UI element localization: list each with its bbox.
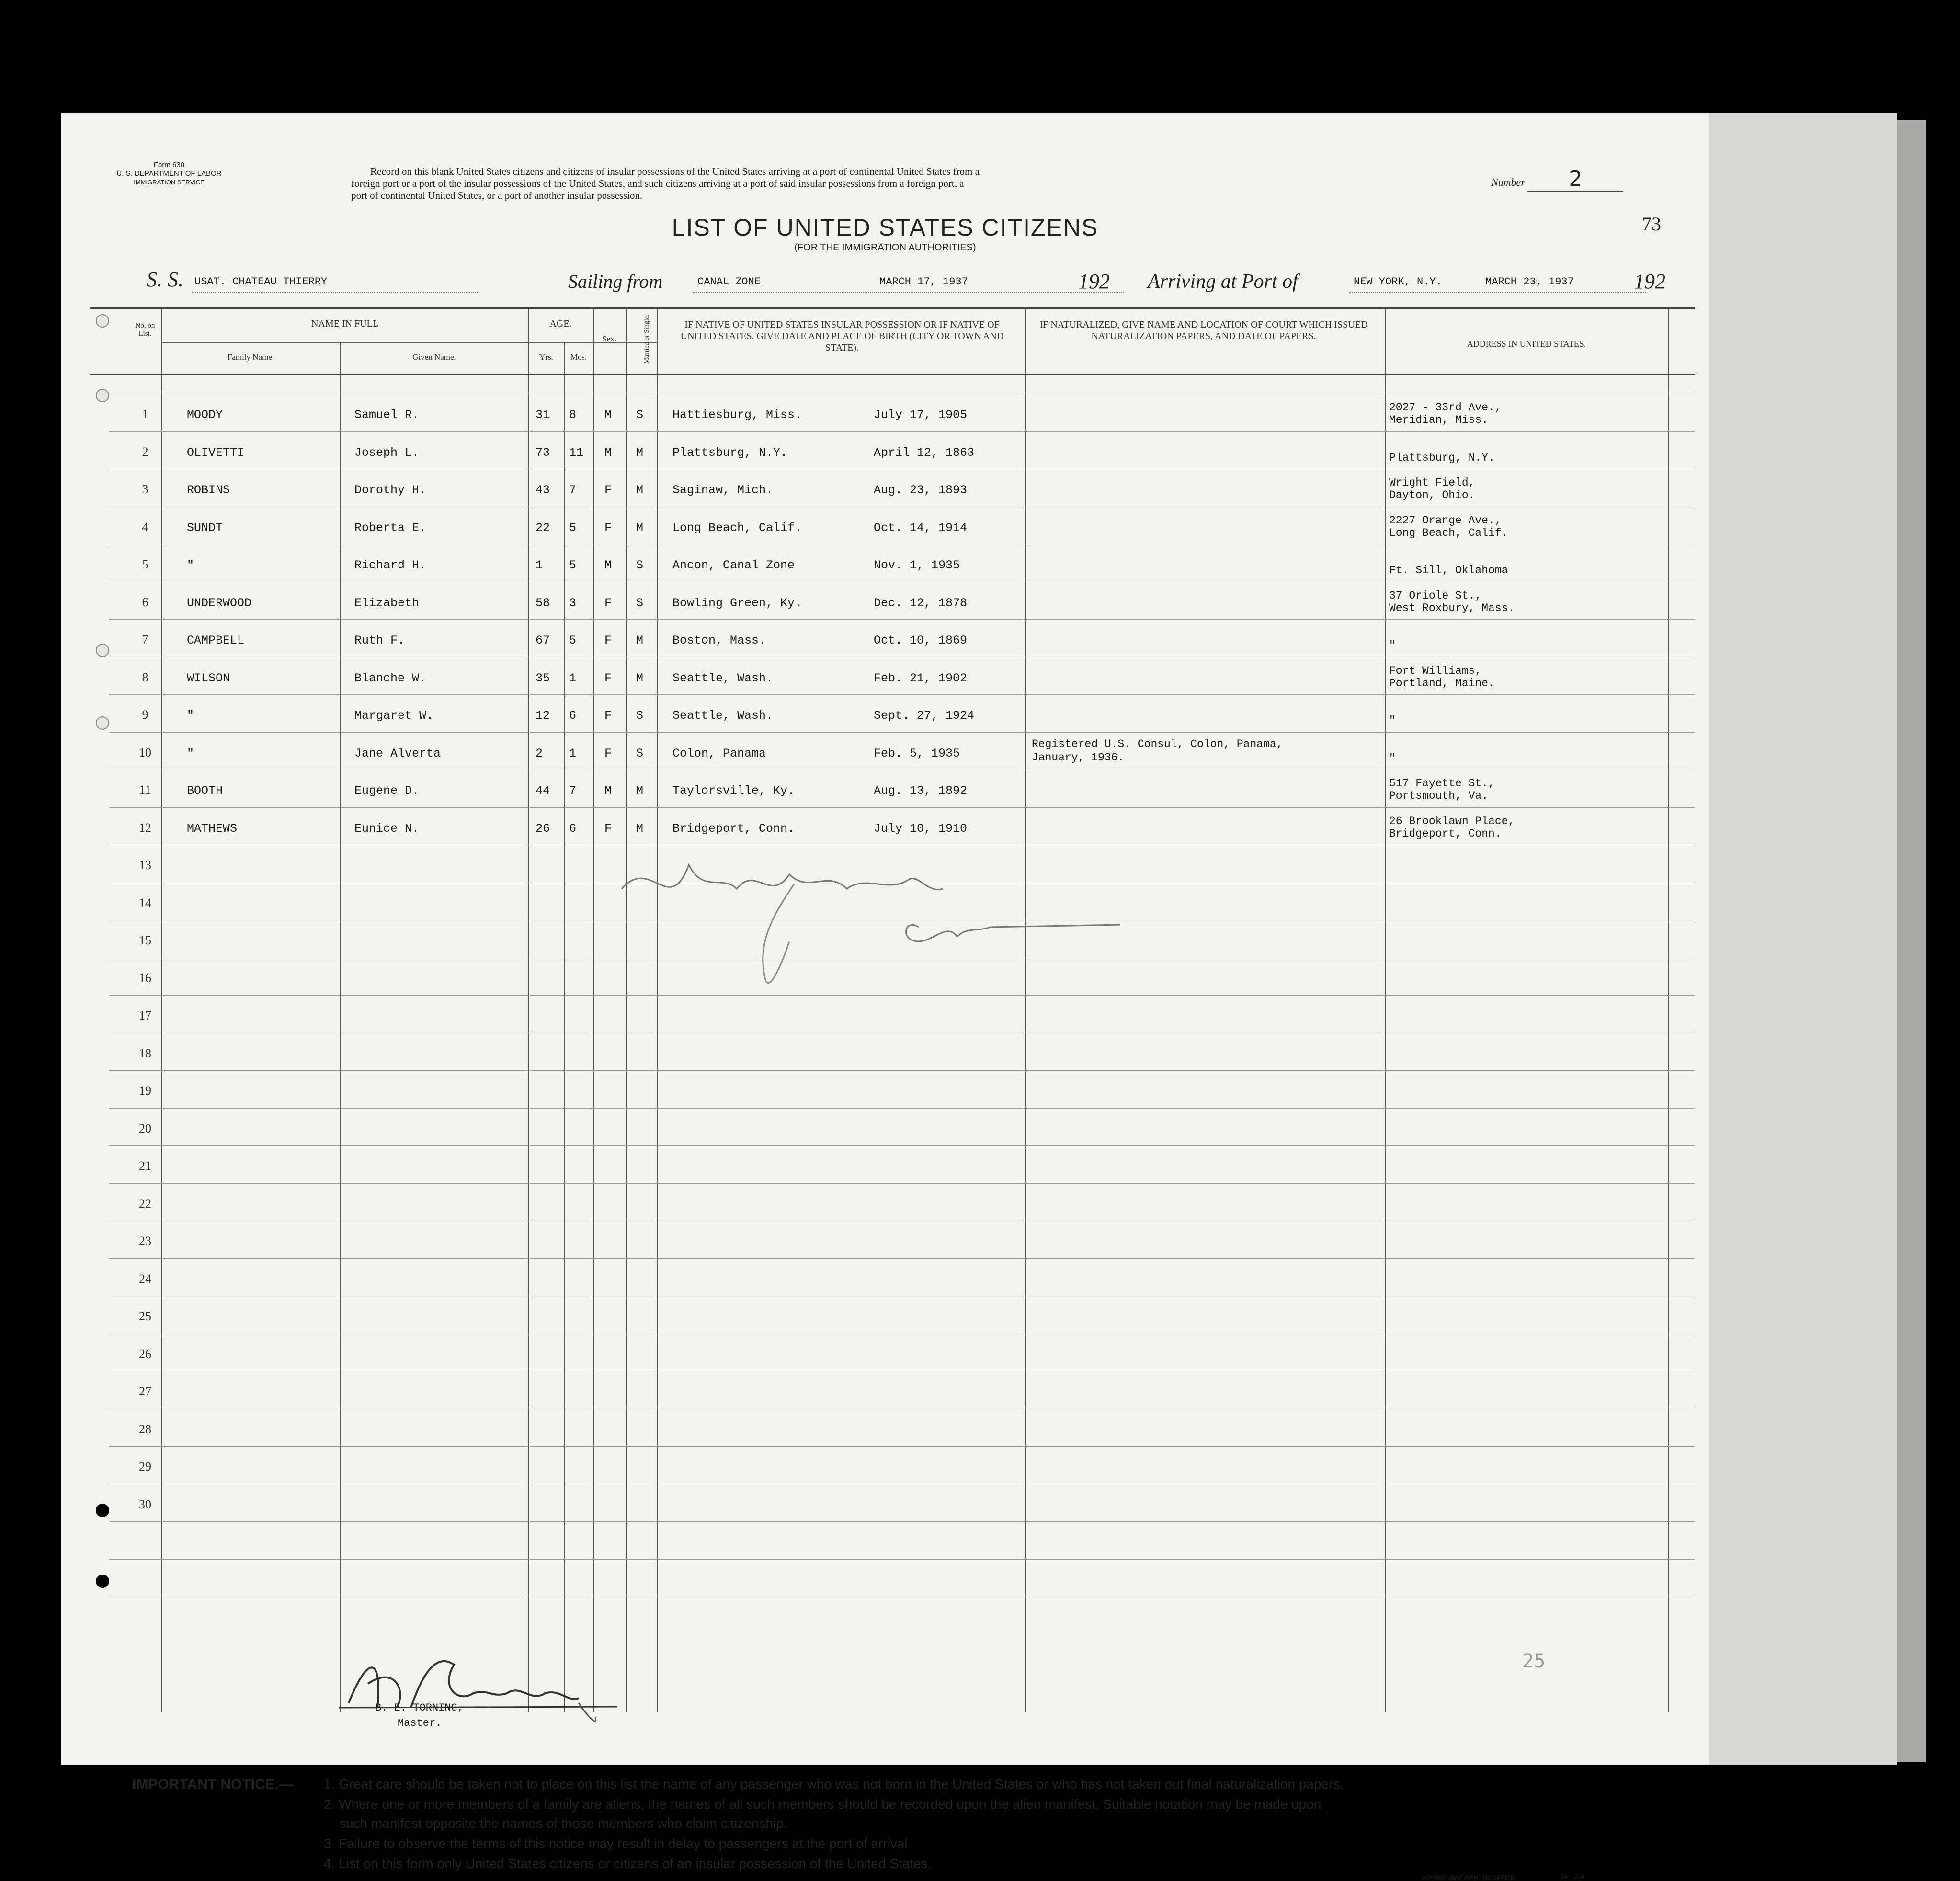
from-port: CANAL ZONE <box>697 276 761 288</box>
address-line: Meridian, Miss. <box>1389 414 1489 426</box>
sex: F <box>604 521 612 535</box>
address-line: 37 Oriole St., <box>1389 589 1482 602</box>
birth-date: Feb. 21, 1902 <box>874 671 968 685</box>
age-years: 58 <box>536 596 550 610</box>
marital-status: M <box>636 446 644 460</box>
binder-hole <box>96 644 109 657</box>
birth-date: Sept. 27, 1924 <box>874 709 975 723</box>
header-address: ADDRESS IN UNITED STATES. <box>1467 339 1586 349</box>
number-label: Number <box>1491 176 1525 188</box>
sex: F <box>604 634 612 647</box>
given-name: Margaret W. <box>354 709 434 723</box>
col-divider <box>528 308 529 1712</box>
age-months: 6 <box>569 709 577 723</box>
row-number: 2 <box>142 445 148 459</box>
address-line: " <box>1389 714 1396 727</box>
marital-status: M <box>636 483 644 497</box>
marital-status: M <box>636 671 644 685</box>
address-line: 517 Fayette St., <box>1389 777 1495 790</box>
address-line: 2227 Orange Ave., <box>1389 514 1502 527</box>
col-divider <box>657 308 658 1712</box>
row-number: 4 <box>142 520 148 534</box>
col-divider <box>340 342 341 1712</box>
address-line: Bridgeport, Conn. <box>1389 827 1502 840</box>
age-months: 7 <box>569 784 577 798</box>
given-name: Roberta E. <box>354 521 427 535</box>
col-divider <box>564 342 565 1712</box>
header-birth: IF NATIVE OF UNITED STATES INSULAR POSSESSION OR IF NATIVE OF UNITED STATES, GIVE DATE AND PLACE OF BIRTH (CITY OR TOWN AND STATE). <box>680 319 1004 353</box>
family-name: MOODY <box>187 408 223 422</box>
birth-date: July 17, 1905 <box>874 408 968 422</box>
stacked-page-edge-dark <box>1897 120 1926 1762</box>
birth-date: July 10, 1910 <box>874 822 968 836</box>
master-signature <box>330 1636 636 1732</box>
ss-label: S. S. <box>147 268 183 291</box>
year-suffix: 192 <box>1634 270 1665 293</box>
row-number: 25 <box>139 1309 151 1323</box>
marital-status: M <box>636 634 644 647</box>
birth-place: Long Beach, Calif. <box>672 521 802 535</box>
header-given-name: Given Name. <box>412 352 456 362</box>
family-name: " <box>187 558 194 572</box>
birth-date: Dec. 12, 1878 <box>874 596 968 610</box>
birth-place: Bridgeport, Conn. <box>672 822 795 836</box>
arrival-date: MARCH 23, 1937 <box>1485 276 1574 288</box>
arrive-underline <box>1349 292 1646 293</box>
binder-hole <box>96 314 109 328</box>
family-name: ROBINS <box>187 483 230 497</box>
age-years: 73 <box>536 446 550 460</box>
sailing-label: Sailing from <box>568 271 663 292</box>
inspector-signature <box>612 846 1235 1004</box>
header-no: No. on List. <box>135 322 155 338</box>
row-number: 1 <box>142 407 148 421</box>
birth-date: Aug. 13, 1892 <box>874 784 968 798</box>
sex: F <box>604 709 612 723</box>
family-name: WILSON <box>187 671 230 685</box>
master-title: Master. <box>398 1717 442 1729</box>
age-months: 5 <box>569 521 577 535</box>
given-name: Blanche W. <box>354 671 427 685</box>
birth-place: Colon, Panama <box>672 747 766 760</box>
row-number: 30 <box>139 1497 151 1511</box>
row-number: 5 <box>142 557 148 571</box>
sex: F <box>604 483 612 497</box>
instructions-line: foreign port or a port of the insular possessions of the United States, and such citizens arriving at a port of said insular possessions from a foreign port, a <box>351 178 964 189</box>
family-name: UNDERWOOD <box>187 596 252 610</box>
row-number: 8 <box>142 670 148 684</box>
row-rule <box>109 807 1695 808</box>
header-family-name: Family Name. <box>227 352 274 362</box>
header-naturalized: IF NATURALIZED, GIVE NAME AND LOCATION OF COURT WHICH ISSUED NATURALIZATION PAPERS, AND DATE OF PAPERS. <box>1039 319 1368 341</box>
arrival-port: NEW YORK, N.Y. <box>1354 276 1442 288</box>
row-number: 24 <box>139 1272 151 1286</box>
birth-place: Seattle, Wash. <box>672 709 774 723</box>
given-name: Dorothy H. <box>354 483 427 497</box>
row-number: 18 <box>139 1046 151 1060</box>
page-number: 73 <box>1642 213 1661 235</box>
row-number: 9 <box>142 708 148 722</box>
age-months: 8 <box>569 408 577 422</box>
naturalization-info: Registered U.S. Consul, Colon, Panama, <box>1032 738 1283 750</box>
list-number <box>1491 167 1654 192</box>
row-number: 10 <box>139 746 151 759</box>
row-rule <box>109 1559 1695 1560</box>
col-divider <box>1668 308 1669 1712</box>
row-rule <box>109 1070 1695 1071</box>
sex: F <box>604 747 612 760</box>
sail-underline <box>693 292 1124 293</box>
header-name-in-full: NAME IN FULL <box>311 318 378 329</box>
sex: M <box>604 408 612 422</box>
row-number: 7 <box>142 633 148 646</box>
voyage-line <box>147 267 1679 296</box>
address-line: Long Beach, Calif. <box>1389 527 1508 539</box>
address-line: " <box>1389 752 1396 765</box>
notice-item-2-cont: such manifest opposite the names of those members who claim citizenship. <box>339 1816 787 1831</box>
row-rule <box>109 1521 1695 1522</box>
birth-place: Seattle, Wash. <box>672 671 774 685</box>
age-months: 5 <box>569 634 577 647</box>
birth-date: Feb. 5, 1935 <box>874 747 960 760</box>
age-months: 1 <box>569 671 577 685</box>
notice-item-2: 2. Where one or more members of a family are aliens, the names of all such members should be recorded upon the alien manifest. Suitable notation may be made upon <box>324 1797 1322 1812</box>
col-divider <box>1385 308 1386 1712</box>
marital-status: S <box>636 408 644 422</box>
row-number: 19 <box>139 1084 151 1098</box>
marital-status: M <box>636 784 644 798</box>
binder-hole <box>96 389 109 402</box>
manifest-page <box>61 113 1709 1881</box>
header-married-single: Married or Single. <box>643 314 650 364</box>
address-line: Plattsburg, N.Y. <box>1389 452 1495 464</box>
row-rule <box>109 1108 1695 1109</box>
row-number: 23 <box>139 1234 151 1248</box>
sex: M <box>604 446 612 460</box>
age-months: 3 <box>569 596 577 610</box>
birth-place: Plattsburg, N.Y. <box>672 446 788 460</box>
form-code: 14—214 <box>1561 1873 1584 1881</box>
service-line: IMMIGRATION SERVICE <box>134 179 205 186</box>
printing-office: GOVERNMENT PRINTING OFFICE <box>1422 1874 1515 1881</box>
sex: F <box>604 822 612 836</box>
age-months: 6 <box>569 822 577 836</box>
given-name: Ruth F. <box>354 634 405 647</box>
birth-date: Aug. 23, 1893 <box>874 483 968 497</box>
header-yrs: Yrs. <box>539 352 553 362</box>
age-years: 1 <box>536 558 543 572</box>
row-rule <box>109 694 1695 695</box>
department-line: U. S. DEPARTMENT OF LABOR <box>116 170 222 178</box>
header-mos: Mos. <box>570 352 587 362</box>
sex: F <box>604 671 612 685</box>
age-years: 67 <box>536 634 550 647</box>
age-years: 12 <box>536 709 550 723</box>
row-number: 16 <box>139 971 151 985</box>
marital-status: S <box>636 558 644 572</box>
age-years: 35 <box>536 671 550 685</box>
list-subtitle: (FOR THE IMMIGRATION AUTHORITIES) <box>794 242 976 253</box>
ship-underline <box>192 292 479 293</box>
given-name: Samuel R. <box>354 408 420 422</box>
row-number: 13 <box>139 858 151 872</box>
given-name: Joseph L. <box>354 446 420 460</box>
family-name: BOOTH <box>187 784 223 798</box>
given-name: Eugene D. <box>354 784 420 798</box>
table-header-rule <box>90 374 1695 375</box>
row-number: 27 <box>139 1384 151 1398</box>
row-rule <box>109 1258 1695 1259</box>
sex: M <box>604 784 612 798</box>
stacked-page-edge <box>1705 113 1897 1765</box>
marital-status: M <box>636 822 644 836</box>
notice-item-3: 3. Failure to observe the terms of this notice may result in delay to passengers at the port of arrival. <box>324 1836 912 1851</box>
row-rule <box>109 1183 1695 1184</box>
age-months: 1 <box>569 747 577 760</box>
row-number: 20 <box>139 1122 151 1135</box>
sail-date: MARCH 17, 1937 <box>879 276 968 288</box>
address-line: 2027 - 33rd Ave., <box>1389 401 1502 414</box>
notice-item-4: 4. List on this form only United States citizens or citizens of an insular possession of the United States. <box>324 1856 932 1871</box>
birth-place: Hattiesburg, Miss. <box>672 408 802 422</box>
birth-place: Boston, Mass. <box>672 634 766 647</box>
family-name: OLIVETTI <box>187 446 245 460</box>
row-number: 15 <box>139 933 151 947</box>
row-number: 22 <box>139 1197 151 1211</box>
age-years: 22 <box>536 521 550 535</box>
birth-date: Oct. 14, 1914 <box>874 521 968 535</box>
master-name: B. E. TORNING, <box>375 1702 464 1714</box>
age-years: 31 <box>536 408 550 422</box>
table-top-rule <box>90 307 1695 309</box>
age-years: 2 <box>536 747 543 760</box>
col-divider <box>593 308 594 1712</box>
row-number: 6 <box>142 595 148 609</box>
row-number: 14 <box>139 896 151 910</box>
given-name: Jane Alverta <box>354 747 441 760</box>
sex: M <box>604 558 612 572</box>
row-rule <box>109 732 1695 733</box>
address-line: Portsmouth, Va. <box>1389 790 1489 802</box>
address-line: Portland, Maine. <box>1389 677 1495 690</box>
header-sex: Sex. <box>602 334 616 343</box>
address-line: Fort Williams, <box>1389 665 1482 677</box>
address-line: Wright Field, <box>1389 476 1475 489</box>
instructions-line: port of continental United States, or a port of another insular possession. <box>351 190 643 201</box>
notice-item-1: 1. Great care should be taken not to place on this list the name of any passenger who was not born in the United States or who has not taken out final naturalization papers. <box>324 1777 1344 1791</box>
birth-place: Saginaw, Mich. <box>672 483 774 497</box>
row-number: 21 <box>139 1159 151 1173</box>
row-number: 12 <box>139 821 151 835</box>
age-months: 7 <box>569 483 577 497</box>
list-title: LIST OF UNITED STATES CITIZENS <box>672 214 1099 241</box>
given-name: Eunice N. <box>354 822 420 836</box>
address-line: " <box>1389 639 1396 652</box>
age-years: 44 <box>536 784 550 798</box>
birth-date: April 12, 1863 <box>874 446 975 460</box>
address-line: 26 Brooklawn Place, <box>1389 815 1515 827</box>
page-stamp: 25 <box>1522 1650 1546 1672</box>
row-number: 3 <box>142 482 148 496</box>
sex: F <box>604 596 612 610</box>
binder-hole <box>96 716 109 730</box>
marital-status: S <box>636 596 644 610</box>
row-rule <box>109 1145 1695 1146</box>
row-number: 26 <box>139 1347 151 1361</box>
birth-date: Oct. 10, 1869 <box>874 634 968 647</box>
row-number: 28 <box>139 1422 151 1436</box>
row-rule <box>109 431 1695 432</box>
birth-place: Bowling Green, Ky. <box>672 596 802 610</box>
header-age: AGE. <box>549 318 572 329</box>
col-divider <box>1025 308 1026 1712</box>
header-sub-rule <box>161 342 657 343</box>
family-name: MATHEWS <box>187 822 238 836</box>
row-rule <box>109 619 1695 620</box>
address-line: West Roxbury, Mass. <box>1389 602 1515 614</box>
marital-status: M <box>636 521 644 535</box>
number-value: 2 <box>1527 167 1623 192</box>
notice-title: IMPORTANT NOTICE.— <box>132 1777 294 1792</box>
row-number: 29 <box>139 1460 151 1473</box>
family-name: SUNDT <box>187 521 223 535</box>
marital-status: S <box>636 747 644 760</box>
instructions <box>351 166 1491 202</box>
given-name: Richard H. <box>354 558 427 572</box>
age-months: 11 <box>569 446 584 460</box>
naturalization-info: January, 1936. <box>1032 751 1125 764</box>
address-line: Ft. Sill, Oklahoma <box>1389 564 1508 577</box>
year-suffix: 192 <box>1078 270 1110 293</box>
col-divider <box>626 308 627 1712</box>
family-name: " <box>187 747 194 760</box>
family-name: " <box>187 709 194 723</box>
row-rule <box>109 1446 1695 1447</box>
instructions-line: Record on this blank United States citizens and citizens of insular possessions of the United States arriving at a port of continental United States from a <box>370 166 980 177</box>
arriving-label: Arriving at Port of <box>1148 271 1298 293</box>
birth-date: Nov. 1, 1935 <box>874 558 960 572</box>
family-name: CAMPBELL <box>187 634 245 647</box>
given-name: Elizabeth <box>354 596 420 610</box>
marital-status: S <box>636 709 644 723</box>
age-months: 5 <box>569 558 577 572</box>
birth-place: Taylorsville, Ky. <box>672 784 795 798</box>
address-line: Dayton, Ohio. <box>1389 489 1475 501</box>
form-id-block <box>114 161 224 187</box>
birth-place: Ancon, Canal Zone <box>672 558 795 572</box>
row-number: 17 <box>139 1008 151 1022</box>
age-years: 26 <box>536 822 550 836</box>
binder-hole <box>96 1504 109 1517</box>
binder-hole <box>96 1575 109 1588</box>
row-number: 11 <box>139 783 151 797</box>
ship-name: USAT. CHATEAU THIERRY <box>194 276 328 288</box>
form-number: Form 630 <box>153 161 185 169</box>
age-years: 43 <box>536 483 550 497</box>
